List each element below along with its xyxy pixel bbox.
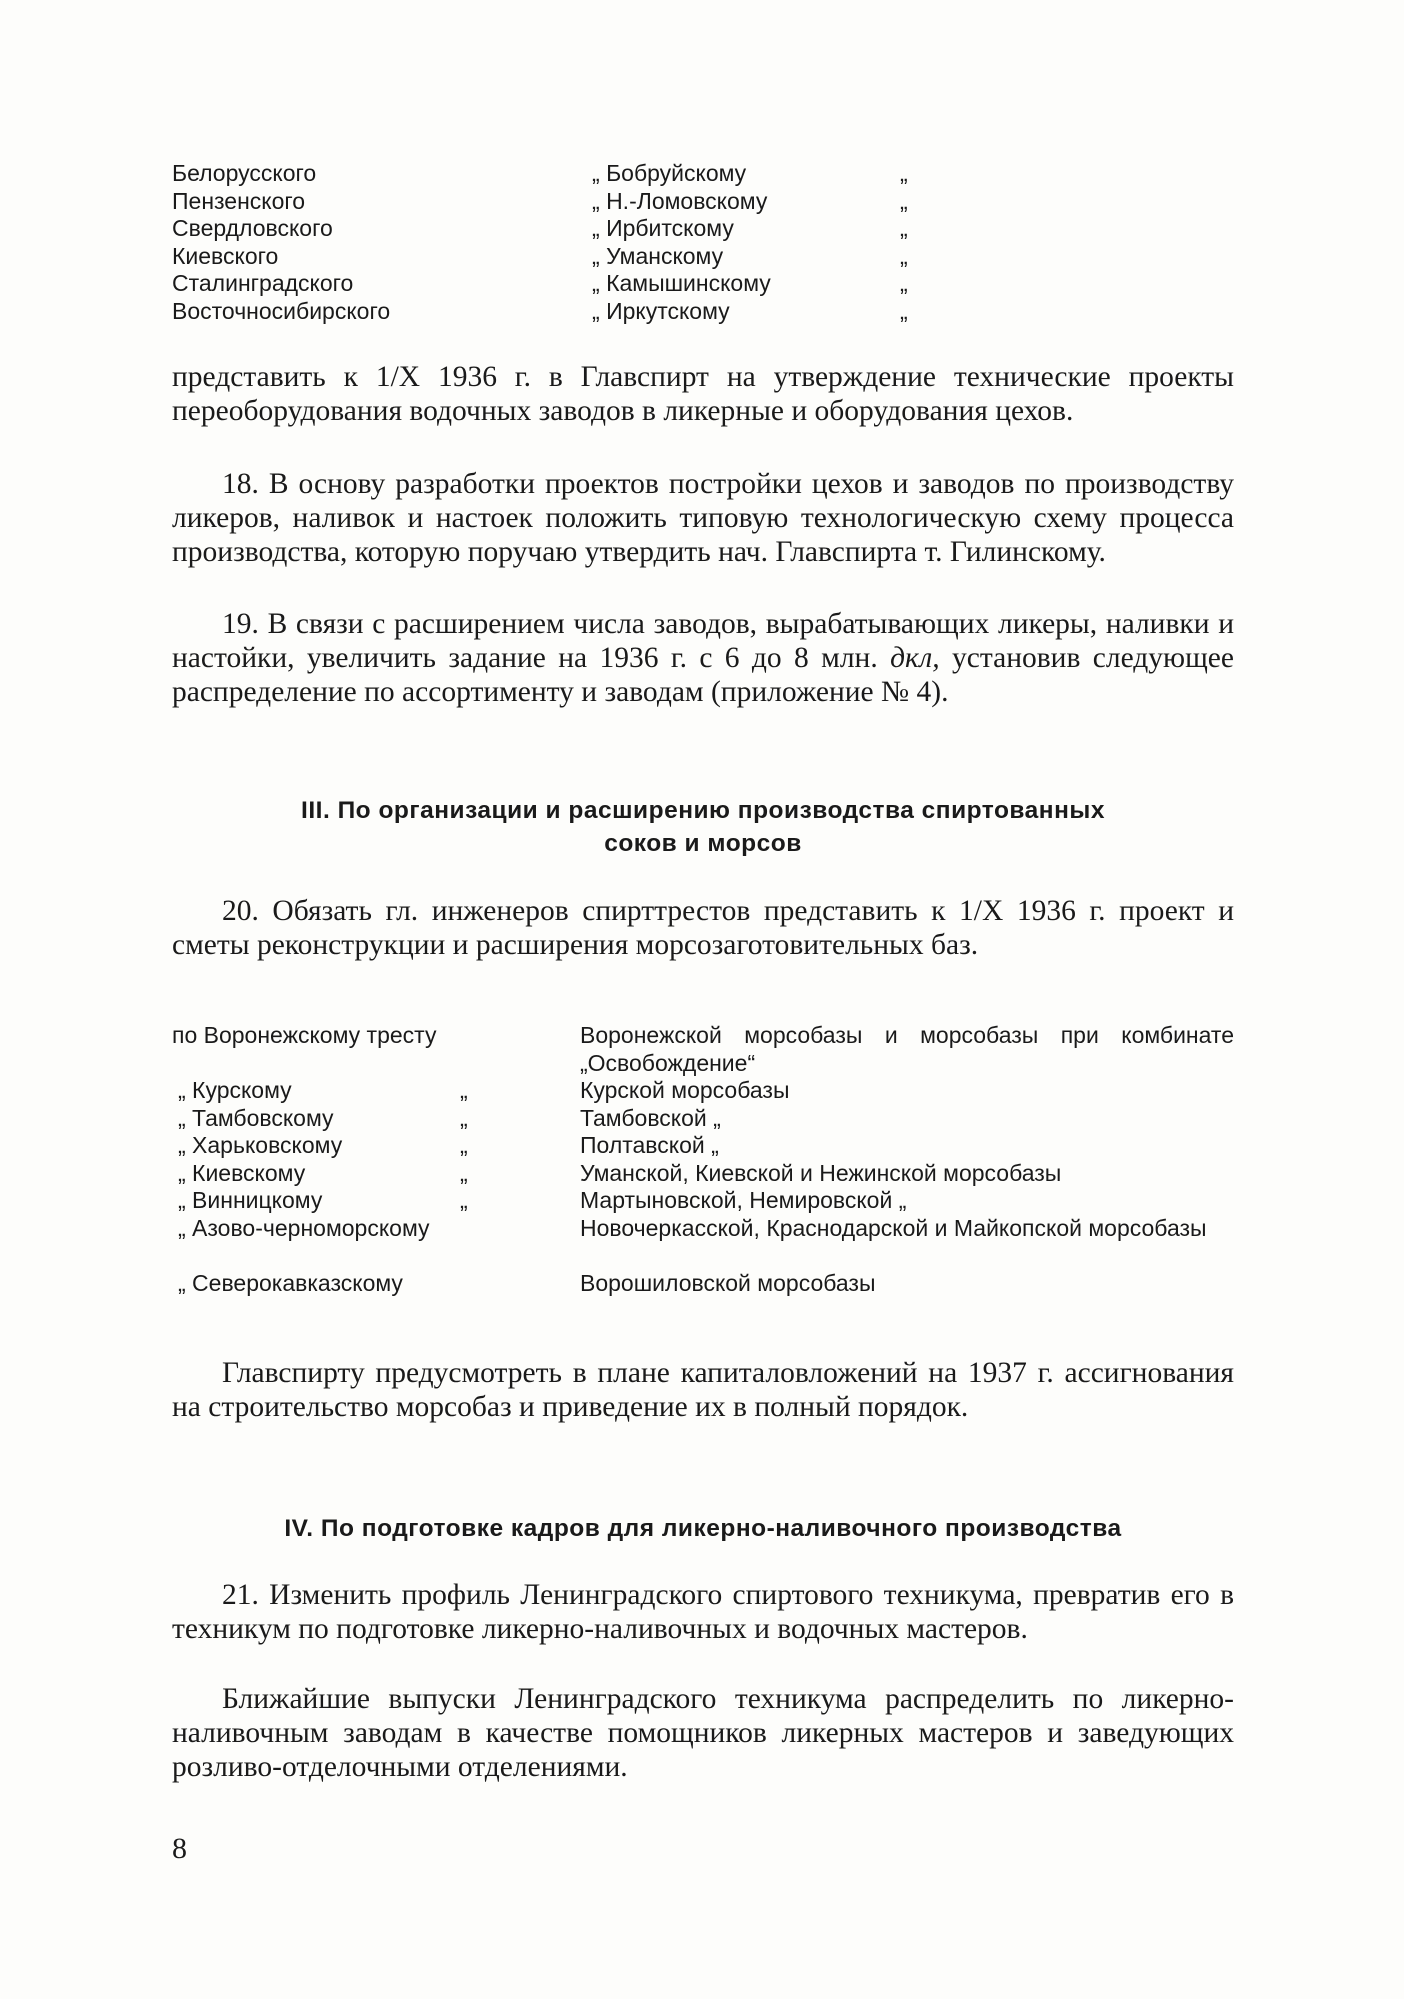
plant-name: „ Н.-Ломовскому [592, 187, 768, 214]
ditto-mark: „ [900, 160, 908, 186]
base-name: Мартыновской, Немировской „ [580, 1187, 907, 1213]
region-name: Сталинградского [172, 270, 354, 296]
trust-base-table [172, 1022, 1234, 1297]
page-number: 8 [172, 1832, 187, 1865]
region-name: Восточносибирского [172, 297, 391, 324]
table-row [172, 1215, 1234, 1270]
trust-name: по Воронежскому тресту [172, 1022, 437, 1048]
heading-line: соков и морсов [604, 830, 802, 857]
base-name: Тамбовской „ [580, 1104, 721, 1131]
region-name: Белорусского [172, 160, 317, 186]
ditto-mark: „ [460, 1159, 468, 1186]
paragraph-18: 18. В основу разработки проектов постройки цехов и заводов по производству ликеров, наливок и настоек положить типовую технологическую схему процесса производства, которую поручаю утвердить нач. Главспирта т. Гилинскому. [172, 468, 1234, 569]
paragraph-20: 20. Обязать гл. инженеров спирттрестов представить к 1/X 1936 г. проект и сметы реконструкции и расширения морсозаготовительных баз. [172, 895, 1234, 962]
base-name: Новочеркасской, Краснодарской и Майкопской морсобазы [580, 1214, 1207, 1241]
table-row [172, 1270, 1234, 1298]
list-item [172, 188, 932, 216]
plant-name: „ Камышинскому [592, 270, 771, 296]
trust-name: „ Киевскому [178, 1159, 306, 1186]
trust-name: „ Тамбовскому [178, 1104, 334, 1131]
paragraph-21: 21. Изменить профиль Ленинградского спиртового техникума, превратив его в техникум по подготовке ликерно-наливочных и водочных мастеров. [172, 1579, 1234, 1646]
list-item [172, 215, 932, 243]
base-name: Курской морсобазы [580, 1077, 790, 1103]
list-item [172, 160, 932, 188]
ditto-mark: „ [900, 242, 908, 269]
heading-line: III. По организации и расширению производства спиртованных [301, 797, 1105, 824]
plant-name: „ Уманскому [592, 242, 724, 269]
ditto-mark: „ [900, 297, 908, 324]
paragraph-continuation: представить к 1/X 1936 г. в Главспирт на утверждение технические проекты переоборудования водочных заводов в ликерные и оборудования цехов. [172, 361, 1234, 428]
ditto-mark: „ [460, 1077, 468, 1103]
plant-name: „ Иркутскому [592, 297, 730, 324]
plant-name: „ Бобруйскому [592, 160, 747, 186]
paragraph-glavspirt: Главспирту предусмотреть в плане капиталовложений на 1937 г. ассигнования на строительство морсобаз и приведение их в полный порядок. [172, 1357, 1234, 1424]
region-name: Киевского [172, 242, 279, 269]
base-name: Уманской, Киевской и Нежинской морсобазы [580, 1159, 1062, 1186]
list-item [172, 298, 932, 326]
paragraph-19: 19. В связи с расширением числа заводов, вырабатывающих ликеры, наливки и настойки, увеличить задание на 1936 г. с 6 до 8 млн. дкл, установив следующее распределение по ассортименту и заводам (приложение № 4). [172, 608, 1234, 709]
ditto-mark: „ [460, 1187, 468, 1213]
trust-name: „ Азово-черноморскому [178, 1214, 430, 1241]
table-row [172, 1187, 1234, 1215]
trust-name: „ Винницкому [178, 1187, 323, 1213]
ditto-mark: „ [900, 270, 908, 296]
paragraph-graduates: Ближайшие выпуски Ленинградского техникума распределить по ликерно-наливочным заводам в качестве помощников ликерных мастеров и заведующих розливо-отделочными отделениями. [172, 1683, 1234, 1784]
ditto-mark: „ [900, 215, 908, 241]
region-name: Пензенского [172, 187, 306, 214]
unit-dkl: дкл, [890, 642, 940, 675]
table-row [172, 1022, 1234, 1077]
plant-list [172, 160, 932, 325]
ditto-mark: „ [460, 1132, 468, 1158]
section-heading-iv: IV. По подготовке кадров для ликерно-наливочного производства [284, 1515, 1122, 1542]
plant-name: „ Ирбитскому [592, 215, 734, 241]
table-row [172, 1160, 1234, 1188]
ditto-mark: „ [900, 187, 908, 214]
base-name: Полтавской „ [580, 1132, 719, 1158]
base-name: Воронежской морсобазы и морсобазы при комбинате „Освобождение“ [580, 1022, 1234, 1076]
section-heading-iii [172, 794, 1234, 860]
region-name: Свердловского [172, 215, 333, 241]
list-item [172, 243, 932, 271]
list-item [172, 270, 932, 298]
table-row [172, 1077, 1234, 1105]
trust-name: „ Курскому [178, 1077, 292, 1103]
trust-name: „ Северокавказскому [178, 1269, 403, 1296]
table-row [172, 1132, 1234, 1160]
base-name: Ворошиловской морсобазы [580, 1269, 876, 1296]
trust-name: „ Харьковскому [178, 1132, 343, 1158]
ditto-mark: „ [460, 1104, 468, 1131]
table-row [172, 1105, 1234, 1133]
